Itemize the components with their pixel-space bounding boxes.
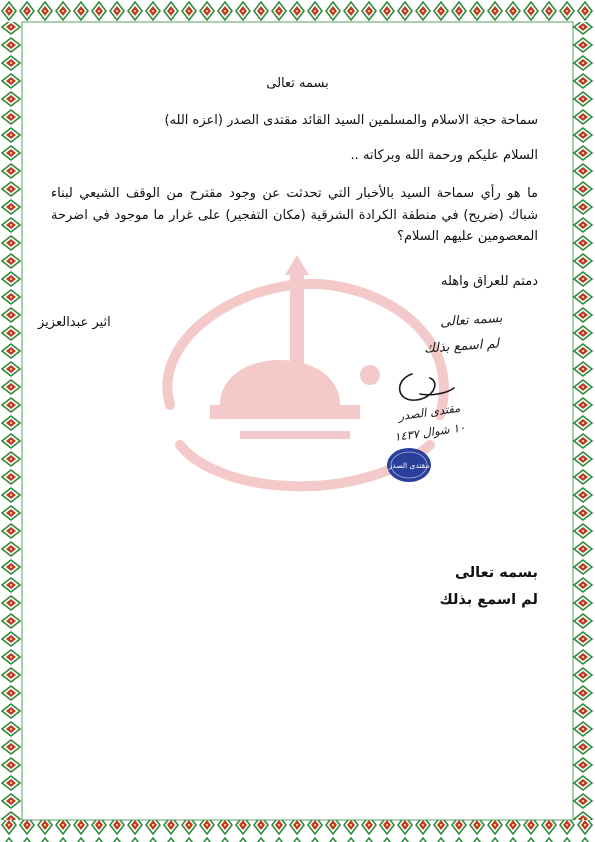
letter-recipient: سماحة حجة الاسلام والمسلمين السيد القائد مقتدى الصدر (اعزه الله) xyxy=(164,113,538,128)
handwritten-reply-line1: بسمه تعالى xyxy=(439,310,503,331)
handwritten-reply-line2: لم اسمع بذلك xyxy=(423,336,500,357)
printed-reply-line1: بسمه تعالى xyxy=(455,565,538,581)
handwritten-date: ١٠ شوال ١٤٣٧ xyxy=(393,420,467,444)
letter-heading: بسمه تعالى xyxy=(266,76,329,91)
seal-text: مقتدى الصدر xyxy=(388,461,430,470)
printed-reply-line2: لم اسمع بذلك xyxy=(439,592,538,608)
letter-greeting: السلام عليكم ورحمة الله وبركاته .. xyxy=(350,148,538,163)
letter-sender: اثير عبدالعزيز xyxy=(38,315,111,330)
letter-closing: دمتم للعراق واهله xyxy=(440,274,538,289)
handwritten-signature: مقتدى الصدر xyxy=(397,400,462,424)
seal-stamp-icon xyxy=(386,446,432,484)
letter-body: ما هو رأي سماحة السيد بالأخبار التي تحدثت عن وجود مقترح من الوقف الشيعي لبناء شباك (ضريح) في منطقة الكرادة الشرقية (مكان التفجير) على غرار ما موجود في اضرحة المعصومين عليهم السلام؟ xyxy=(51,186,538,244)
